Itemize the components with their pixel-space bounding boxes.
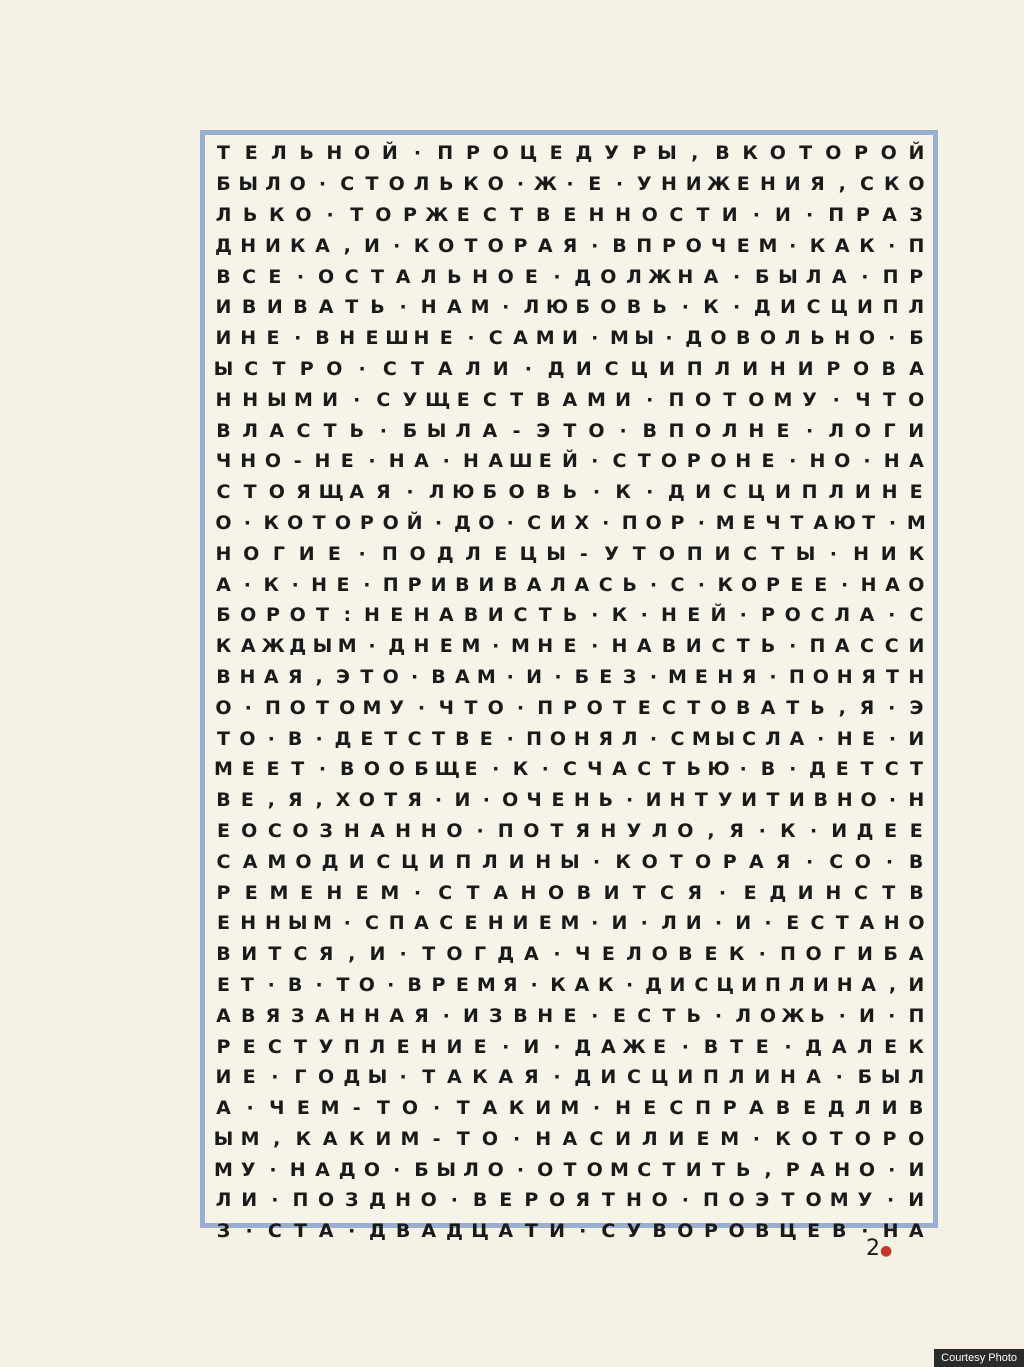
text-line: И Е · Г О Д Ы · Т А К А Я · Д И С Ц И П Л И Н А · Б Ы Л <box>215 1066 925 1089</box>
text-line: Н Н Ы М И · С У Щ Е С Т В А М И · П О Т О М У · Ч Т О <box>215 388 925 411</box>
text-line: В Е , Я , Х О Т Я · И · О Ч Е Н Ь · И Н Т У И Т И В Н О · Н <box>216 789 925 812</box>
text-line: Е О С О З Н А Н Н О · П О Т Я Н У Л О , Я · К · И Д Е Е <box>217 819 923 842</box>
page-number <box>866 1236 892 1261</box>
text-line: А · Ч Е М - Т О · Т А К И М · Н Е С П Р А В Е Д Л И В <box>216 1097 924 1120</box>
text-line: Л И · П О З Д Н О · В Е Р О Я Т Н О · П О Э Т О М У · И <box>215 1189 925 1212</box>
text-line: Т О · В · Д Е Т С Т В Е · П О Н Я Л · С М Ы С Л А · Н Е · И <box>217 727 925 750</box>
text-line: Е Т · В · Т О · В Р Е М Я · К А К · Д И С Ц И П Л И Н А , И <box>217 973 925 996</box>
text-line: А · К · Н Е · П Р И В И В А Л А С Ь · С · К О Р Е Е · Н А О <box>216 573 925 596</box>
text-line: И В И В А Т Ь · Н А М · Л Ю Б О В Ь · К · Д И С Ц И П Л <box>215 296 925 319</box>
text-line: Д Н И К А , И · К О Т О Р А Я · В П Р О Ч Е М · К А К · П <box>215 234 925 257</box>
text-line: М Е Е Т · В О О Б Щ Е · К · С Ч А С Т Ь Ю · В · Д Е Т С Т <box>214 758 923 781</box>
text-line: Л Ь К О · Т О Р Ж Е С Т В Е Н Н О С Т И · И · П Р А З <box>215 203 923 226</box>
text-line: С Т О Я Щ А Я · Л Ю Б О В Ь · К · Д И С Ц И П Л И Н Е <box>216 481 923 504</box>
text-line: З · С Т А · Д В А Д Ц А Т И · С У В О Р О В Ц Е В · Н А <box>216 1220 924 1243</box>
text-line: И Н Е · В Н Е Ш Н Е · С А М И · М Ы · Д О В О Л Ь Н О · Б <box>215 327 924 350</box>
text-line: Б Ы Л О · С Т О Л Ь К О · Ж · Е · У Н И Ж Е Н И Я , С К О <box>216 173 925 196</box>
text-line: Р Е С Т У П Л Е Н И Е · И · Д А Ж Е · В Т Е · Д А Л Е К <box>216 1035 924 1058</box>
text-line: О · П О Т О М У · Ч Т О · П Р О Т Е С Т О В А Т Ь , Я · Э <box>215 696 924 719</box>
text-line: Ы М , К А К И М - Т О · Н А С И Л И Е М · К О Т О Р О <box>213 1127 925 1150</box>
text-line: Р Е М Е Н Е М · С Т А Н О В И Т С Я · Е Д И Н С Т В <box>216 881 924 904</box>
text-line: М У · Н А Д О · Б Ы Л О · О Т О М С Т И Т Ь , Р А Н О · И <box>214 1158 925 1181</box>
page-number-value: 2 <box>866 1236 880 1261</box>
text-line: Е Н Н Ы М · С П А С Е Н И Е М · И · Л И · И · Е С Т А Н О <box>217 912 925 935</box>
text-line: К А Ж Д Ы М · Д Н Е М · М Н Е · Н А В И С Т Ь · П А С С И <box>215 635 925 658</box>
text-line: Н О Г И Е · П О Д Л Е Ц Ы - У Т О П И С Т Ы · Н И К <box>215 542 925 565</box>
text-line: Ы С Т Р О · С Т А Л И · Д И С Ц И П Л И Н И Р О В А <box>213 357 924 380</box>
text-line: В И Т С Я , И · Т О Г Д А · Ч Е Л О В Е К · П О Г И Б А <box>216 943 924 966</box>
text-line: В Л А С Т Ь · Б Ы Л А - Э Т О · В П О Л Н Е · Л О Г И <box>216 419 925 442</box>
text-line: Т Е Л Ь Н О Й · П Р О Ц Е Д У Р Ы , В К О Т О Р О Й <box>217 142 925 165</box>
text-line: Ч Н О - Н Е · Н А · Н А Ш Е Й · С Т О Р О Н Е · Н О · Н А <box>215 450 924 473</box>
red-dot-icon: ● <box>880 1243 893 1259</box>
text-line: В Н А Я , Э Т О · В А М · И · Б Е З · М Е Н Я · П О Н Я Т Н <box>216 665 925 688</box>
text-line: В С Е · О С Т А Л Ь Н О Е · Д О Л Ж Н А · Б Ы Л А · П Р <box>216 265 924 288</box>
text-line: А В Я З А Н Н А Я · И З В Н Е · Е С Т Ь · Л О Ж Ь · И · П <box>216 1004 925 1027</box>
photo-credit: Courtesy Photo <box>934 1349 1024 1367</box>
text-line: С А М О Д И С Ц И П Л И Н Ы · К О Т О Р А Я · С О · В <box>216 850 924 873</box>
handwritten-text-block <box>212 138 928 1247</box>
text-line: Б О Р О Т : Н Е Н А В И С Т Ь · К · Н Е Й · Р О С Л А · С <box>216 604 924 627</box>
text-line: О · К О Т О Р О Й · Д О · С И Х · П О Р · М Е Ч Т А Ю Т · М <box>215 511 926 534</box>
